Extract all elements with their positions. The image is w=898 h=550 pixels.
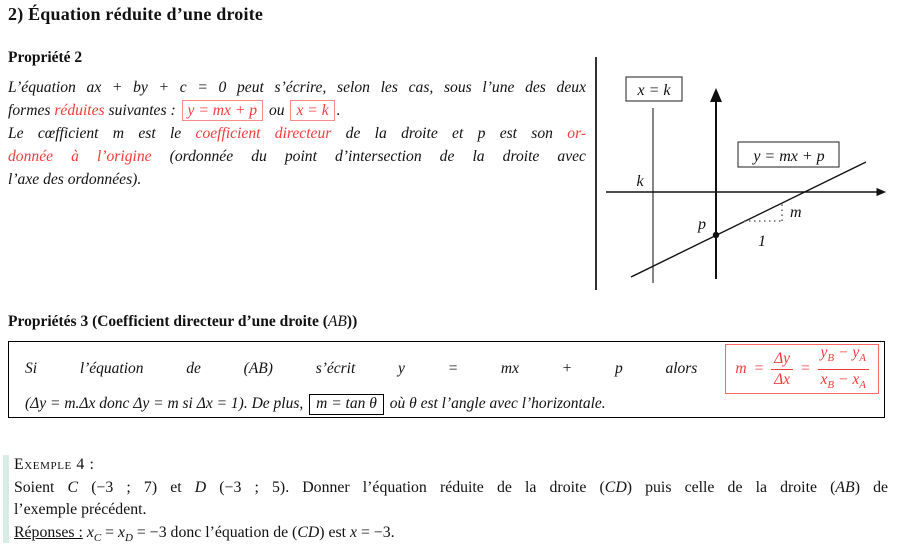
example-left-bar — [3, 455, 9, 543]
text-run: (−3 ; 7) et — [78, 478, 195, 496]
math-var: y — [820, 344, 828, 362]
word: + — [561, 360, 573, 377]
word: de — [186, 360, 201, 377]
label-p: p — [698, 216, 706, 233]
text-run: ou — [265, 102, 289, 119]
text-run: (ordonnée du point d’intersection de la droite avec — [151, 148, 586, 165]
answer-label: Réponses : — [14, 523, 83, 541]
label-m: m — [790, 204, 802, 221]
word: l’équation — [79, 360, 144, 377]
fraction-delta — [771, 349, 793, 390]
line-y-equals-mx-plus-p — [631, 162, 866, 277]
label-k: k — [636, 173, 644, 190]
property-2-line-5: l’axe des ordonnées). — [8, 171, 142, 188]
label-x-equals-k: x = k — [637, 82, 671, 99]
text-run: )) — [346, 313, 358, 330]
math-var-AB: AB — [327, 313, 347, 330]
label-1: 1 — [758, 233, 766, 250]
property-2-line-1: L’équation ax + by + c = 0 peut s’écrire, selon les cas, sous l’une des deux — [8, 79, 586, 96]
math-var-x: x — [350, 523, 358, 541]
property-2-text — [8, 76, 586, 191]
subscript: A — [859, 352, 866, 365]
text-run: de la droite et p est son — [331, 125, 568, 142]
subscript: C — [93, 531, 102, 544]
math-var-x: x — [86, 523, 94, 541]
word: p — [614, 360, 623, 377]
page-title: 2) Équation réduite d’une droite — [8, 4, 264, 24]
text-run: = −3. — [357, 523, 395, 541]
text-run: Le cœfficient m est le — [8, 125, 196, 142]
equals-sign: = — [800, 360, 811, 377]
word: (AB) — [243, 360, 273, 377]
text-run: Propriétés 3 (Coefficient directeur d’une droite ( — [8, 313, 328, 330]
example-answer-line — [14, 522, 888, 550]
math-var-CD: CD — [604, 478, 627, 496]
word: Si — [25, 360, 38, 377]
justified-statement — [25, 360, 725, 378]
text-run: suivantes : — [104, 102, 180, 119]
subscript: B — [827, 378, 835, 391]
text-run: ) de — [854, 478, 888, 496]
formula-box-y-equals-mx-plus-p: y = mx + p — [182, 100, 264, 121]
text-run: (−3 ; 5). Donner l’équation réduite de la droite ( — [206, 478, 605, 496]
math-var-C: C — [67, 478, 79, 496]
math-var-m: m — [735, 360, 747, 377]
fraction-numerator — [818, 343, 869, 369]
property-2-line-4 — [8, 145, 586, 168]
keyword-coefficient-directeur: coefficient directeur — [195, 125, 332, 142]
property-3-row-2 — [9, 394, 884, 420]
text-run: Soient — [14, 478, 68, 496]
math-var: y — [852, 344, 860, 362]
text-run: . — [336, 102, 341, 119]
example-line-1 — [14, 477, 888, 500]
text-run: = −3 donc l’équation de ( — [132, 523, 298, 541]
subscript: D — [125, 531, 133, 544]
keyword-ordonnee-part1: or- — [567, 125, 587, 142]
math-var: x — [820, 370, 828, 388]
word: alors — [665, 360, 698, 377]
minus-sign: − — [834, 370, 853, 388]
property-2-section — [8, 49, 586, 191]
column-divider — [595, 57, 597, 290]
word: = — [447, 360, 459, 377]
word: mx — [500, 360, 519, 377]
math-var-x: x — [118, 523, 126, 541]
tan-theta-formula-box: m = tan θ — [309, 394, 384, 415]
text-run: où θ est l’angle avec l’horizontale. — [385, 395, 606, 412]
equals-sign: = — [753, 360, 765, 377]
math-var-AB: AB — [835, 478, 855, 496]
text-run: (Δy = m.Δx donc Δy = m si Δx = 1). De plus, — [25, 395, 308, 412]
example-line-2: l’exemple précédent. — [14, 501, 147, 519]
text-run: ) puis celle de la droite ( — [626, 478, 836, 496]
word: s’écrit — [315, 360, 356, 377]
example-4-section — [14, 454, 888, 550]
text-run: formes — [8, 102, 55, 119]
subscript: A — [859, 378, 866, 391]
keyword-reduites: réduites — [54, 102, 105, 119]
property-3-row-1 — [9, 342, 884, 394]
text-run: ) est — [319, 523, 350, 541]
fraction-numerator: Δy — [771, 349, 793, 370]
keyword-ordonnee-part2: donnée à l’origine — [8, 148, 152, 165]
example-4-heading: Exemple 4 : — [14, 456, 95, 473]
label-y-equals-mx-plus-p: y = mx + p — [753, 148, 825, 165]
property-3-box — [8, 341, 885, 418]
math-var-CD: CD — [297, 523, 320, 541]
line-equations-figure — [603, 55, 895, 300]
math-var: x — [852, 370, 860, 388]
fraction-coordinates — [818, 343, 869, 394]
property-2-line-2 — [8, 99, 586, 122]
property-3-heading — [8, 313, 357, 331]
text-run: = — [101, 523, 119, 541]
property-2-line-3 — [8, 122, 586, 145]
property-2-heading: Propriété 2 — [8, 49, 83, 66]
math-var-D: D — [194, 478, 207, 496]
y-intercept-dot — [713, 232, 719, 238]
fraction-denominator: Δx — [774, 370, 791, 388]
formula-box-x-equals-k: x = k — [290, 100, 334, 121]
slope-formula-box — [725, 344, 879, 394]
subscript: B — [827, 352, 835, 365]
minus-sign: − — [834, 344, 853, 362]
fraction-denominator — [818, 370, 869, 395]
word: y — [398, 360, 405, 377]
